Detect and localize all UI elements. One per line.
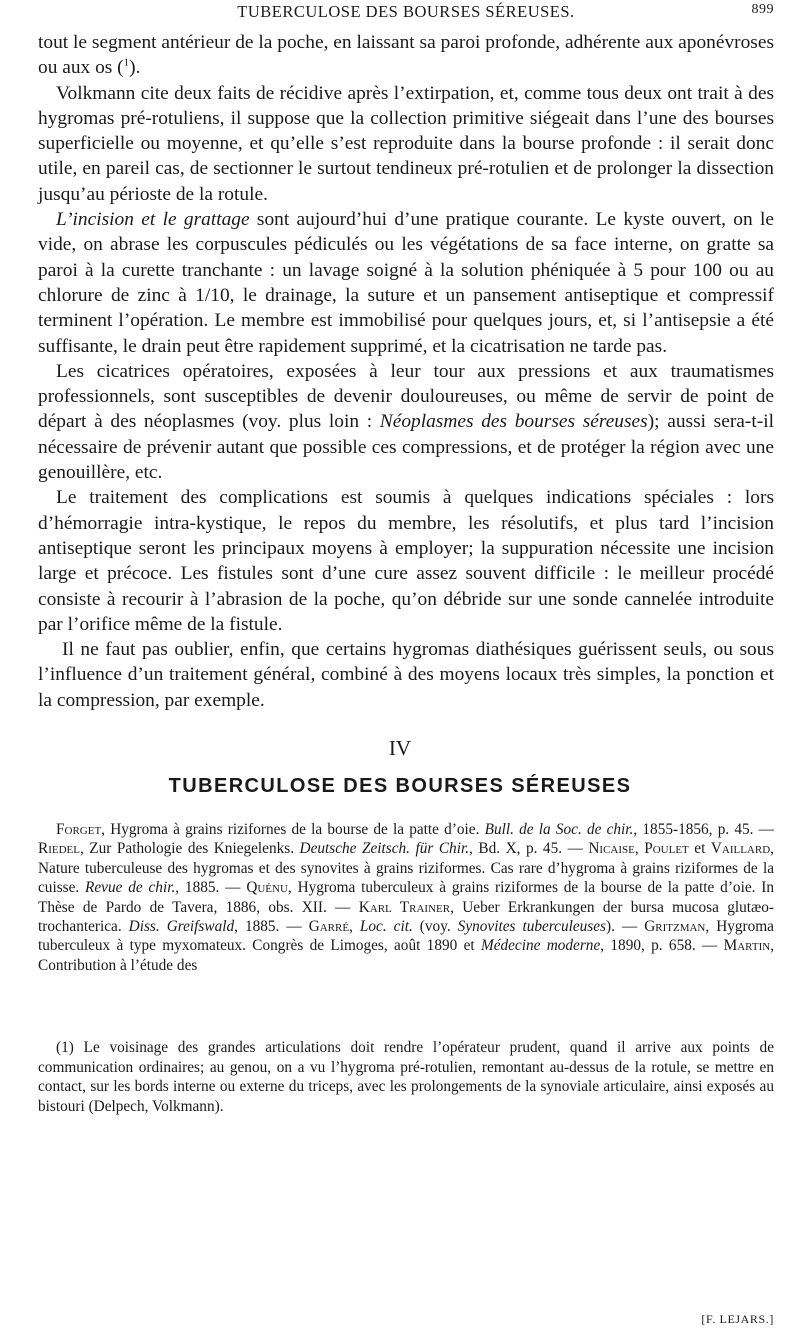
- paragraph-5: Le traitement des complications est soumis à quelques indications spéciales : lors d’hémorragie intra-kystique, le repos du membre, les résolutifs, et plus tard l’incision antiseptique seront les principaux moyens à employer; la suppuration nécessite une incision large et précoce. Les fistules sont d’une cure assez souvent difficile : le meilleur procédé consiste à recourir à l’abrasion de la poche, qu’on débride sur une sonde cannelée introduite par l’orifice même de la fistule.: [38, 487, 774, 635]
- section-number: IV: [388, 736, 412, 760]
- footnote-ref: 1: [123, 56, 130, 69]
- body-text: [38, 30, 774, 713]
- page-number: 899: [751, 2, 774, 17]
- running-header: [38, 2, 774, 24]
- cross-reference: Néoplasmes des bourses séreuses: [379, 411, 648, 433]
- section-title: TUBERCULOSE DES BOURSES SÉREUSES: [168, 775, 632, 797]
- paragraph-2: Volkmann cite deux faits de récidive après l’extirpation, et, comme tous deux ont trait à des hygromas pré-rotuliens, il suppose que la collection primitive siégeait dans l’une des bourses superficielle ou moyenne, et qu’elle s’est reproduite dans la bourse profonde : il serait donc utile, en pareil cas, de sectionner le surtout tendineux pré-rotulien et de prolonger la dissection jusqu’au périoste de la rotule.: [38, 82, 774, 205]
- paragraph-4: Les cicatrices opératoires, exposées à leur tour aux pressions et aux traumatismes professionnels, sont susceptibles de devenir douloureuses, ou même de servir de point de départ à des néoplasmes (voy. plus loin : Néoplasmes des bourses séreuses); aussi sera-t-il nécessaire de prévenir autant que possible ces compressions, et de protéger la région avec une genouillère, etc.: [38, 360, 774, 484]
- bibliography: Forget, Hygroma à grains rizifornes de la bourse de la patte d’oie. Bull. de la Soc. de chir., 1855-1856, p. 45. — Riedel, Zur Pathologie des Kniegelenks. Deutsche Zeitsch. für Chir., Bd. X, p. 45. — Nicaise, Poulet et Vaillard, Nature tuberculeuse des hygromas et des synovites à grains riziformes. Cas rare d’hygroma à grains riziformes de la cuisse. Revue de chir., 1885. — Quénu, Hygroma tuberculeux à grains riziformes de la bourse de la patte d’oie. In Thèse de Pardo de Tavera, 1886, obs. XII. — Karl Trainer, Ueber Erkrankungen der bursa mucosa glutæo-trochanterica. Diss. Greifswald, 1885. — Garré, Loc. cit. (voy. Synovites tuberculeuses). — Gritzman, Hygroma tuberculeux à type myxomateux. Congrès de Limoges, août 1890 et Médecine moderne, 1890, p. 658. — Martin, Contribution à l’étude des: [38, 821, 775, 974]
- footnote: (1) Le voisinage des grandes articulations doit rendre l’opérateur prudent, quand il arrive aux points de communication ordinaires; au genou, on a vu l’hygroma pré-rotulien, remontant au-dessus de la rotule, se mettre en contact, sur les bords interne ou externe du triceps, avec les prolongements de la synoviale articulaire, ainsi exposés au bistouri (Delpech, Volkmann).: [38, 1039, 774, 1115]
- footnote-marker: 1: [61, 1039, 69, 1056]
- paragraph-1: tout le segment antérieur de la poche, en laissant sa paroi profonde, adhérente aux aponévroses ou aux os ($^1$).: [38, 32, 774, 79]
- running-title: TUBERCULOSE DES BOURSES SÉREUSES.: [237, 2, 575, 21]
- emphasis: incision et le grattage: [72, 209, 250, 231]
- paragraph-6: Il ne faut pas oublier, enfin, que certains hygromas diathésiques guérissent seuls, ou sous l’influence d’un traitement général, combiné à des moyens locaux très simples, la ponction et la compression, par exemple.: [38, 639, 774, 711]
- author-signature: [F. LEJARS.]: [701, 1312, 774, 1326]
- paragraph-3: L’incision et le grattage sont aujourd’hui d’une pratique courante. Le kyste ouvert, on le vide, on abrase les corpuscules pédiculés ou les végétations de sa face interne, on gratte sa paroi à la curette tranchante : un lavage soigné à la solution phéniquée à 5 pour 100 ou au chlorure de zinc à 1/10, le drainage, la suture et un pansement antiseptique et compressif terminent l’opération. Le membre est immobilisé pour quelques jours, et, si l’antisepsie a été suffisante, le drain peut être rapidement supprimé, et la cicatrisation ne tarde pas.: [38, 209, 775, 357]
